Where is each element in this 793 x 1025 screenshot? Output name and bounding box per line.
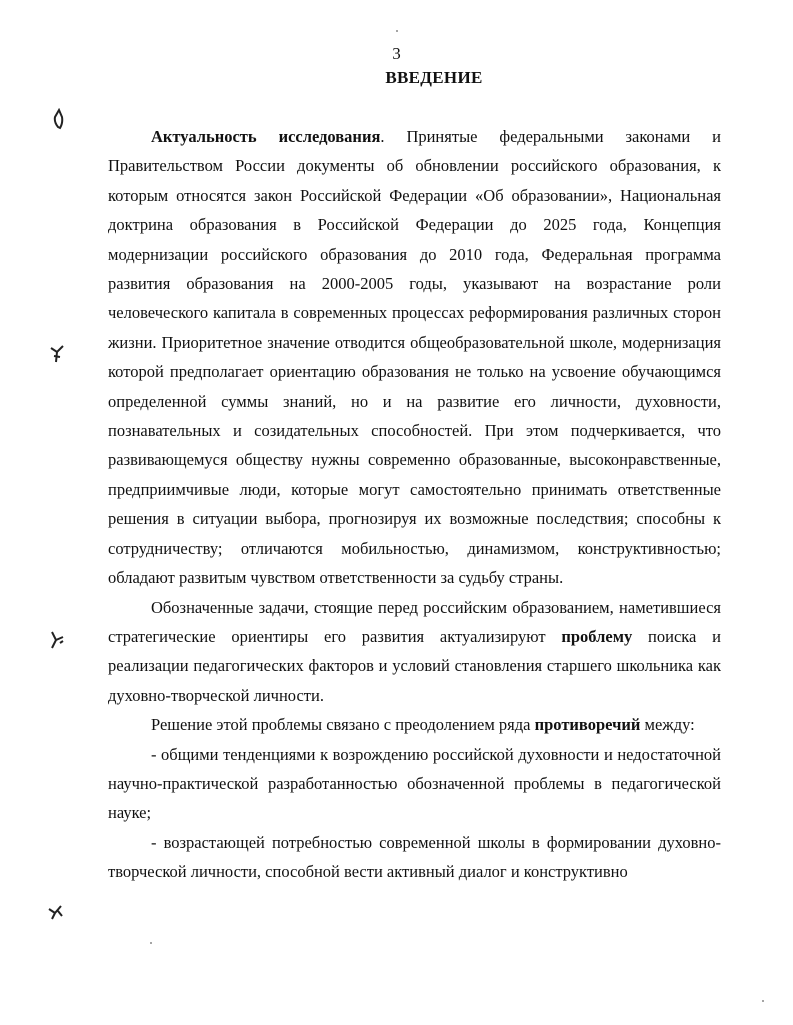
margin-mark-icon	[48, 628, 66, 650]
relevance-heading: Актуальность исследования	[151, 127, 381, 146]
contradictions-keyword: противоречий	[534, 715, 641, 735]
problem-text-b: поиска и реализации педагогических факторов и условий становления старшего школьника как духовно-творческой личности.	[108, 626, 721, 705]
contradictions-text-b: между:	[640, 715, 695, 735]
scan-speck	[150, 942, 152, 944]
contradictions-text-a: Решение этой проблемы связано с преодолением ряда	[151, 715, 535, 735]
list-item: - общими тенденциями к возрождению российской духовности и недостаточной научно-практической разработанностью обозначенной проблемы в педагогической науке;	[108, 744, 721, 823]
margin-mark-icon	[46, 900, 64, 922]
problem-text-a: Обозначенные задачи, стоящие перед российским образованием, наметившиеся стратегические ориентиры его развития актуализируют	[108, 597, 721, 646]
paragraph-contradictions	[108, 710, 721, 739]
document-body	[108, 122, 721, 887]
paragraph-problem	[108, 593, 721, 711]
problem-keyword: проблему	[561, 626, 633, 646]
page-number: 3	[392, 44, 401, 63]
scan-speck	[762, 1000, 764, 1002]
relevance-text: . Принятые федеральными законами и Правительством России документы об обновлении российского образования, к которым относятся закон Российской Федерации «Об образовании», Национальная доктрина образования в Российской Федерации до 2025 года, Концепция модернизации российского образования до 2010 года, Федеральная программа развития образования на 2000-2005 годы, указывают на возрастание роли человеческого капитала в современных процессах реформирования различных сторон жизни. Приоритетное значение отводится общеобразовательной школе, модернизация которой предполагает ориентацию образования не только на усвоение обучающимся определенной суммы знаний, но и на развитие его личности, духовности, познавательных и созидательных способностей. При этом подчеркивается, что развивающемуся обществу нужны современно образованные, высоконравственные, предприимчивые люди, которые могут самостоятельно принимать ответственные решения в ситуации выбора, прогнозируя их возможные последствия; способны к сотрудничеству; отличаются мобильностью, динамизмом, конструктивностью; обладают развитым чувством ответственности за судьбу страны.	[108, 127, 721, 588]
list-item: - возрастающей потребностью современной школы в формировании духовно-творческой личности, способной вести активный диалог и конструктивно	[108, 832, 721, 882]
scan-speck	[396, 30, 398, 32]
margin-mark-icon	[48, 342, 66, 364]
margin-mark-icon	[50, 108, 68, 130]
paragraph-relevance	[108, 122, 721, 593]
page-title: ВВЕДЕНИЕ	[385, 68, 483, 87]
